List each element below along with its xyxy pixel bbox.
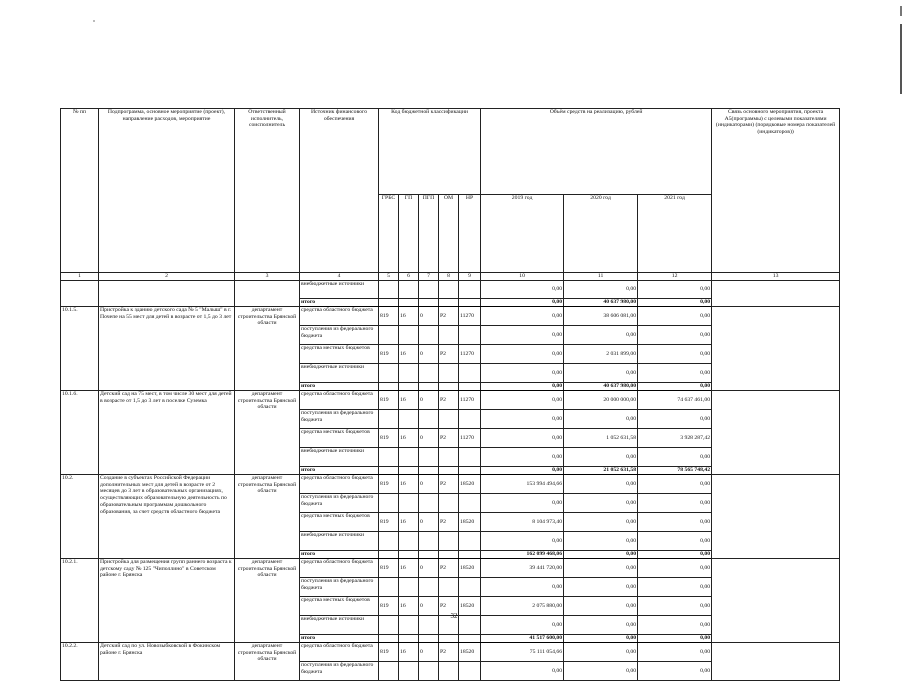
code-pgp: 0: [419, 391, 439, 410]
code-gp: [399, 578, 419, 597]
code-grbs: 819: [379, 559, 399, 578]
col-number: 12: [638, 273, 712, 281]
value-2019: 0,00: [481, 345, 564, 364]
code-nr: [459, 662, 481, 681]
code-gp: [399, 410, 419, 429]
code-grbs: [379, 364, 399, 383]
value-2019: 0,00: [481, 326, 564, 345]
code-om: [439, 448, 459, 467]
empty-code-cell: [419, 383, 439, 391]
table-row: [61, 475, 840, 494]
value-2019: 2 075 880,00: [481, 597, 564, 616]
code-gp: 16: [399, 307, 419, 326]
col-number: 2: [99, 273, 235, 281]
code-gp: [399, 494, 419, 513]
value-2021: 0,00: [638, 307, 712, 326]
carry-link-cell: [712, 281, 840, 307]
value-2020: 0,00: [564, 662, 638, 681]
value-2021: 0,00: [638, 364, 712, 383]
empty-code-cell: [459, 383, 481, 391]
item-executor: департамент строительства Брянской области: [235, 391, 300, 475]
value-2020: 38 606 081,00: [564, 307, 638, 326]
code-om: [439, 410, 459, 429]
funding-source: средства местных бюджетов: [300, 513, 379, 532]
value-2019: 0,00: [481, 494, 564, 513]
code-om: P2: [439, 597, 459, 616]
total-label: итого: [300, 467, 379, 475]
funding-source: поступления из федерального бюджета: [300, 578, 379, 597]
code-om: P2: [439, 643, 459, 662]
code-nr: [459, 448, 481, 467]
code-nr: [459, 532, 481, 551]
value-2021: 0,00: [638, 448, 712, 467]
header-om: ОМ: [439, 195, 459, 273]
code-nr: 11270: [459, 345, 481, 364]
carry-value: 0,00: [638, 281, 712, 299]
header-num: № пп: [61, 109, 99, 273]
item-link-cell: [712, 475, 840, 559]
carry-over-row: [61, 281, 840, 299]
code-grbs: 819: [379, 429, 399, 448]
funding-source: средства областного бюджета: [300, 307, 379, 326]
funding-source: средства областного бюджета: [300, 643, 379, 662]
value-2021: 3 928 287,42: [638, 429, 712, 448]
col-number: 13: [712, 273, 840, 281]
code-nr: [459, 410, 481, 429]
value-2021: 0,00: [638, 345, 712, 364]
code-nr: 11270: [459, 307, 481, 326]
code-om: [439, 494, 459, 513]
funding-source: средства местных бюджетов: [300, 345, 379, 364]
carry-num-cell: [61, 281, 99, 307]
value-2021: 0,00: [638, 410, 712, 429]
carry-total-value: 0,00: [481, 299, 564, 307]
code-gp: [399, 662, 419, 681]
value-2020: 0,00: [564, 616, 638, 635]
code-pgp: [419, 532, 439, 551]
budget-table: [60, 108, 840, 681]
code-pgp: [419, 326, 439, 345]
value-2020: 0,00: [564, 578, 638, 597]
code-nr: 18520: [459, 513, 481, 532]
code-om: P2: [439, 307, 459, 326]
value-2019: 0,00: [481, 391, 564, 410]
code-om: P2: [439, 429, 459, 448]
total-2021: 0,00: [638, 383, 712, 391]
code-grbs: [379, 494, 399, 513]
value-2020: 0,00: [564, 448, 638, 467]
header-source: Источник финансового обеспечения: [300, 109, 379, 273]
code-nr: [459, 578, 481, 597]
code-gp: 16: [399, 597, 419, 616]
code-gp: [399, 448, 419, 467]
code-nr: 18520: [459, 643, 481, 662]
code-grbs: 819: [379, 513, 399, 532]
total-2020: 21 052 631,58: [564, 467, 638, 475]
code-nr: 11270: [459, 429, 481, 448]
value-2019: 0,00: [481, 448, 564, 467]
item-number: 10.1.5.: [61, 307, 99, 391]
empty-code-cell: [399, 635, 419, 643]
code-nr: 18520: [459, 559, 481, 578]
value-2021: 0,00: [638, 616, 712, 635]
code-gp: 16: [399, 643, 419, 662]
code-om: P2: [439, 513, 459, 532]
empty-code-cell: [379, 551, 399, 559]
col-number: 10: [481, 273, 564, 281]
header-gp: ГП: [399, 195, 419, 273]
funding-source: внебюджетные источники: [300, 364, 379, 383]
value-2019: 0,00: [481, 307, 564, 326]
col-number: 1: [61, 273, 99, 281]
value-2020: 1 052 631,58: [564, 429, 638, 448]
funding-source: средства областного бюджета: [300, 475, 379, 494]
item-executor: департамент строительства Брянской области: [235, 559, 300, 643]
code-nr: [459, 494, 481, 513]
value-2021: 0,00: [638, 475, 712, 494]
empty-code-cell: [419, 467, 439, 475]
code-pgp: [419, 448, 439, 467]
code-gp: 16: [399, 429, 419, 448]
code-pgp: [419, 494, 439, 513]
header-2020: 2020 год: [564, 195, 638, 273]
header-pgp: ПГП: [419, 195, 439, 273]
item-link-cell: [712, 391, 840, 475]
total-label: итого: [300, 635, 379, 643]
column-number-row: [61, 273, 840, 281]
col-number: 6: [399, 273, 419, 281]
code-om: [439, 578, 459, 597]
value-2019: 0,00: [481, 364, 564, 383]
empty-code-cell: [439, 467, 459, 475]
code-om: P2: [439, 391, 459, 410]
col-number: 9: [459, 273, 481, 281]
header-program: Подпрограмма, основное мероприятие (проект), направление расходов, мероприятие: [99, 109, 235, 273]
header-2021: 2021 год: [638, 195, 712, 273]
item-number: 10.1.6.: [61, 391, 99, 475]
item-link-cell: [712, 559, 840, 643]
value-2021: 0,00: [638, 597, 712, 616]
code-pgp: [419, 578, 439, 597]
empty-code-cell: [459, 551, 481, 559]
item-number: 10.2.: [61, 475, 99, 559]
code-gp: 16: [399, 345, 419, 364]
item-title: Детский сад на 75 мест, в том числе 30 мест для детей в возрасте от 1,5 до 3 лет в поселке Суземка: [99, 391, 235, 475]
value-2020: 0,00: [564, 559, 638, 578]
code-pgp: [419, 410, 439, 429]
page-number: 32: [450, 612, 458, 620]
code-nr: 11270: [459, 391, 481, 410]
total-2021: 0,00: [638, 551, 712, 559]
header-link: Связь основного мероприятия, проекта А5(программы) с целевыми показателями (индикаторами) (порядковые номера показателей (индикаторов)): [712, 109, 840, 273]
total-2019: 41 517 600,00: [481, 635, 564, 643]
code-om: P2: [439, 559, 459, 578]
value-2020: 0,00: [564, 364, 638, 383]
value-2021: 0,00: [638, 578, 712, 597]
value-2020: 0,00: [564, 494, 638, 513]
item-executor: департамент строительства Брянской области: [235, 475, 300, 559]
scan-artifact: [93, 20, 95, 22]
empty-code-cell: [419, 635, 439, 643]
empty-code-cell: [379, 467, 399, 475]
value-2021: 0,00: [638, 326, 712, 345]
item-title: Пристройка к зданию детского сада № 5 "Малыш" в г. Почепе на 55 мест для детей в возрасте от 1,5 до 3 лет: [99, 307, 235, 391]
code-grbs: [379, 532, 399, 551]
header-volume: Объём средств на реализацию, рублей: [481, 109, 712, 195]
empty-code-cell: [379, 383, 399, 391]
code-om: P2: [439, 345, 459, 364]
scan-edge-bar: [900, 24, 902, 94]
total-2021: 0,00: [638, 635, 712, 643]
value-2020: 0,00: [564, 643, 638, 662]
header-2019: 2019 год: [481, 195, 564, 273]
header-nr: НР: [459, 195, 481, 273]
code-grbs: 819: [379, 307, 399, 326]
item-link-cell: [712, 643, 840, 681]
code-pgp: 0: [419, 597, 439, 616]
value-2019: 0,00: [481, 410, 564, 429]
empty-code-cell: [459, 467, 481, 475]
code-om: [439, 532, 459, 551]
code-gp: 16: [399, 391, 419, 410]
total-label: итого: [300, 383, 379, 391]
value-2020: 2 031 899,00: [564, 345, 638, 364]
code-om: [439, 364, 459, 383]
code-gp: 16: [399, 475, 419, 494]
code-pgp: 0: [419, 429, 439, 448]
code-om: P2: [439, 475, 459, 494]
funding-source: средства областного бюджета: [300, 391, 379, 410]
header-executor: Ответственный исполнитель, соисполнитель: [235, 109, 300, 273]
value-2020: 0,00: [564, 513, 638, 532]
funding-source: поступления из федерального бюджета: [300, 410, 379, 429]
value-2019: 75 111 054,66: [481, 643, 564, 662]
code-gp: 16: [399, 513, 419, 532]
code-gp: [399, 326, 419, 345]
code-pgp: 0: [419, 559, 439, 578]
item-title: Создание в субъектах Российской Федерации дополнительных мест для детей в возрасте от 2 месяцев до 3 лет в образовательных организациях, осуществляющих образовательную деятельность по образовательным программам дошкольного образования, за счет средств областного бюджета: [99, 475, 235, 559]
code-gp: [399, 364, 419, 383]
code-grbs: 819: [379, 345, 399, 364]
value-2020: 0,00: [564, 475, 638, 494]
funding-source: внебюджетные источники: [300, 448, 379, 467]
carry-executor-cell: [235, 281, 300, 307]
code-grbs: 819: [379, 475, 399, 494]
funding-source: поступления из федерального бюджета: [300, 662, 379, 681]
code-pgp: [419, 616, 439, 635]
col-number: 11: [564, 273, 638, 281]
code-grbs: 819: [379, 597, 399, 616]
value-2021: 74 637 461,00: [638, 391, 712, 410]
total-2021: 78 565 748,42: [638, 467, 712, 475]
empty-code-cell: [379, 635, 399, 643]
value-2019: 0,00: [481, 429, 564, 448]
funding-source: поступления из федерального бюджета: [300, 494, 379, 513]
value-2019: 0,00: [481, 616, 564, 635]
code-pgp: 0: [419, 475, 439, 494]
value-2019: 0,00: [481, 532, 564, 551]
empty-code-cell: [399, 467, 419, 475]
item-title: Пристройка для размещения групп раннего возраста к детскому саду № 125 "Чиполлино" в Советском районе г. Брянска: [99, 559, 235, 643]
code-pgp: 0: [419, 643, 439, 662]
empty-code-cell: [439, 383, 459, 391]
table-row: [61, 559, 840, 578]
code-grbs: [379, 662, 399, 681]
table-row: [61, 391, 840, 410]
carry-value: 0,00: [481, 281, 564, 299]
value-2019: 8 104 973,40: [481, 513, 564, 532]
col-number: 7: [419, 273, 439, 281]
value-2021: 0,00: [638, 662, 712, 681]
total-2020: 0,00: [564, 551, 638, 559]
total-2019: 162 099 468,06: [481, 551, 564, 559]
code-nr: 18520: [459, 475, 481, 494]
item-title: Детский сад по ул. Новозыбковской в Фокинском районе г. Брянска: [99, 643, 235, 681]
col-number: 3: [235, 273, 300, 281]
item-executor: департамент строительства Брянской области: [235, 307, 300, 391]
funding-source: средства местных бюджетов: [300, 429, 379, 448]
code-nr: [459, 364, 481, 383]
carry-title-cell: [99, 281, 235, 307]
code-grbs: [379, 616, 399, 635]
value-2021: 0,00: [638, 513, 712, 532]
code-gp: [399, 616, 419, 635]
code-pgp: 0: [419, 307, 439, 326]
code-grbs: [379, 326, 399, 345]
code-om: [439, 326, 459, 345]
total-2019: 0,00: [481, 467, 564, 475]
code-grbs: [379, 410, 399, 429]
value-2019: 0,00: [481, 662, 564, 681]
carry-value: 0,00: [564, 281, 638, 299]
table-row: [61, 307, 840, 326]
value-2021: 0,00: [638, 643, 712, 662]
code-grbs: 819: [379, 643, 399, 662]
code-om: [439, 662, 459, 681]
empty-code-cell: [399, 551, 419, 559]
code-gp: 16: [399, 559, 419, 578]
col-number: 4: [300, 273, 379, 281]
empty-code-cell: [439, 635, 459, 643]
value-2020: 0,00: [564, 597, 638, 616]
code-grbs: [379, 578, 399, 597]
value-2020: 0,00: [564, 326, 638, 345]
total-label: итого: [300, 551, 379, 559]
code-nr: 18520: [459, 597, 481, 616]
empty-code-cell: [459, 635, 481, 643]
code-pgp: [419, 662, 439, 681]
total-2020: 40 637 980,00: [564, 383, 638, 391]
funding-source: средства областного бюджета: [300, 559, 379, 578]
item-executor: департамент строительства Брянской области: [235, 643, 300, 681]
carry-total-value: 0,00: [638, 299, 712, 307]
empty-code-cell: [439, 551, 459, 559]
funding-source: поступления из федерального бюджета: [300, 326, 379, 345]
item-link-cell: [712, 307, 840, 391]
code-gp: [399, 532, 419, 551]
value-2020: 0,00: [564, 410, 638, 429]
total-2020: 0,00: [564, 635, 638, 643]
code-grbs: [379, 448, 399, 467]
code-pgp: 0: [419, 345, 439, 364]
value-2020: 20 000 000,00: [564, 391, 638, 410]
col-number: 8: [439, 273, 459, 281]
empty-code-cell: [419, 551, 439, 559]
col-number: 5: [379, 273, 399, 281]
funding-source: внебюджетные источники: [300, 616, 379, 635]
scan-edge-mark: [900, 6, 902, 16]
funding-source: внебюджетные источники: [300, 532, 379, 551]
value-2019: 153 994 494,66: [481, 475, 564, 494]
carry-source-label: внебюджетные источники: [300, 281, 379, 299]
value-2021: 0,00: [638, 532, 712, 551]
value-2021: 0,00: [638, 494, 712, 513]
item-number: 10.2.2.: [61, 643, 99, 681]
value-2020: 0,00: [564, 532, 638, 551]
code-pgp: 0: [419, 513, 439, 532]
header-grbs: ГРБС: [379, 195, 399, 273]
item-number: 10.2.1.: [61, 559, 99, 643]
value-2021: 0,00: [638, 559, 712, 578]
header-budget-code: Код бюджетной классификации: [379, 109, 481, 195]
value-2019: 0,00: [481, 578, 564, 597]
value-2019: 39 441 720,00: [481, 559, 564, 578]
table-row: [61, 643, 840, 662]
carry-total-value: 40 637 980,00: [564, 299, 638, 307]
code-nr: [459, 326, 481, 345]
carry-total-label: итого: [300, 299, 379, 307]
code-pgp: [419, 364, 439, 383]
empty-code-cell: [399, 383, 419, 391]
code-grbs: 819: [379, 391, 399, 410]
total-2019: 0,00: [481, 383, 564, 391]
funding-source: средства местных бюджетов: [300, 597, 379, 616]
